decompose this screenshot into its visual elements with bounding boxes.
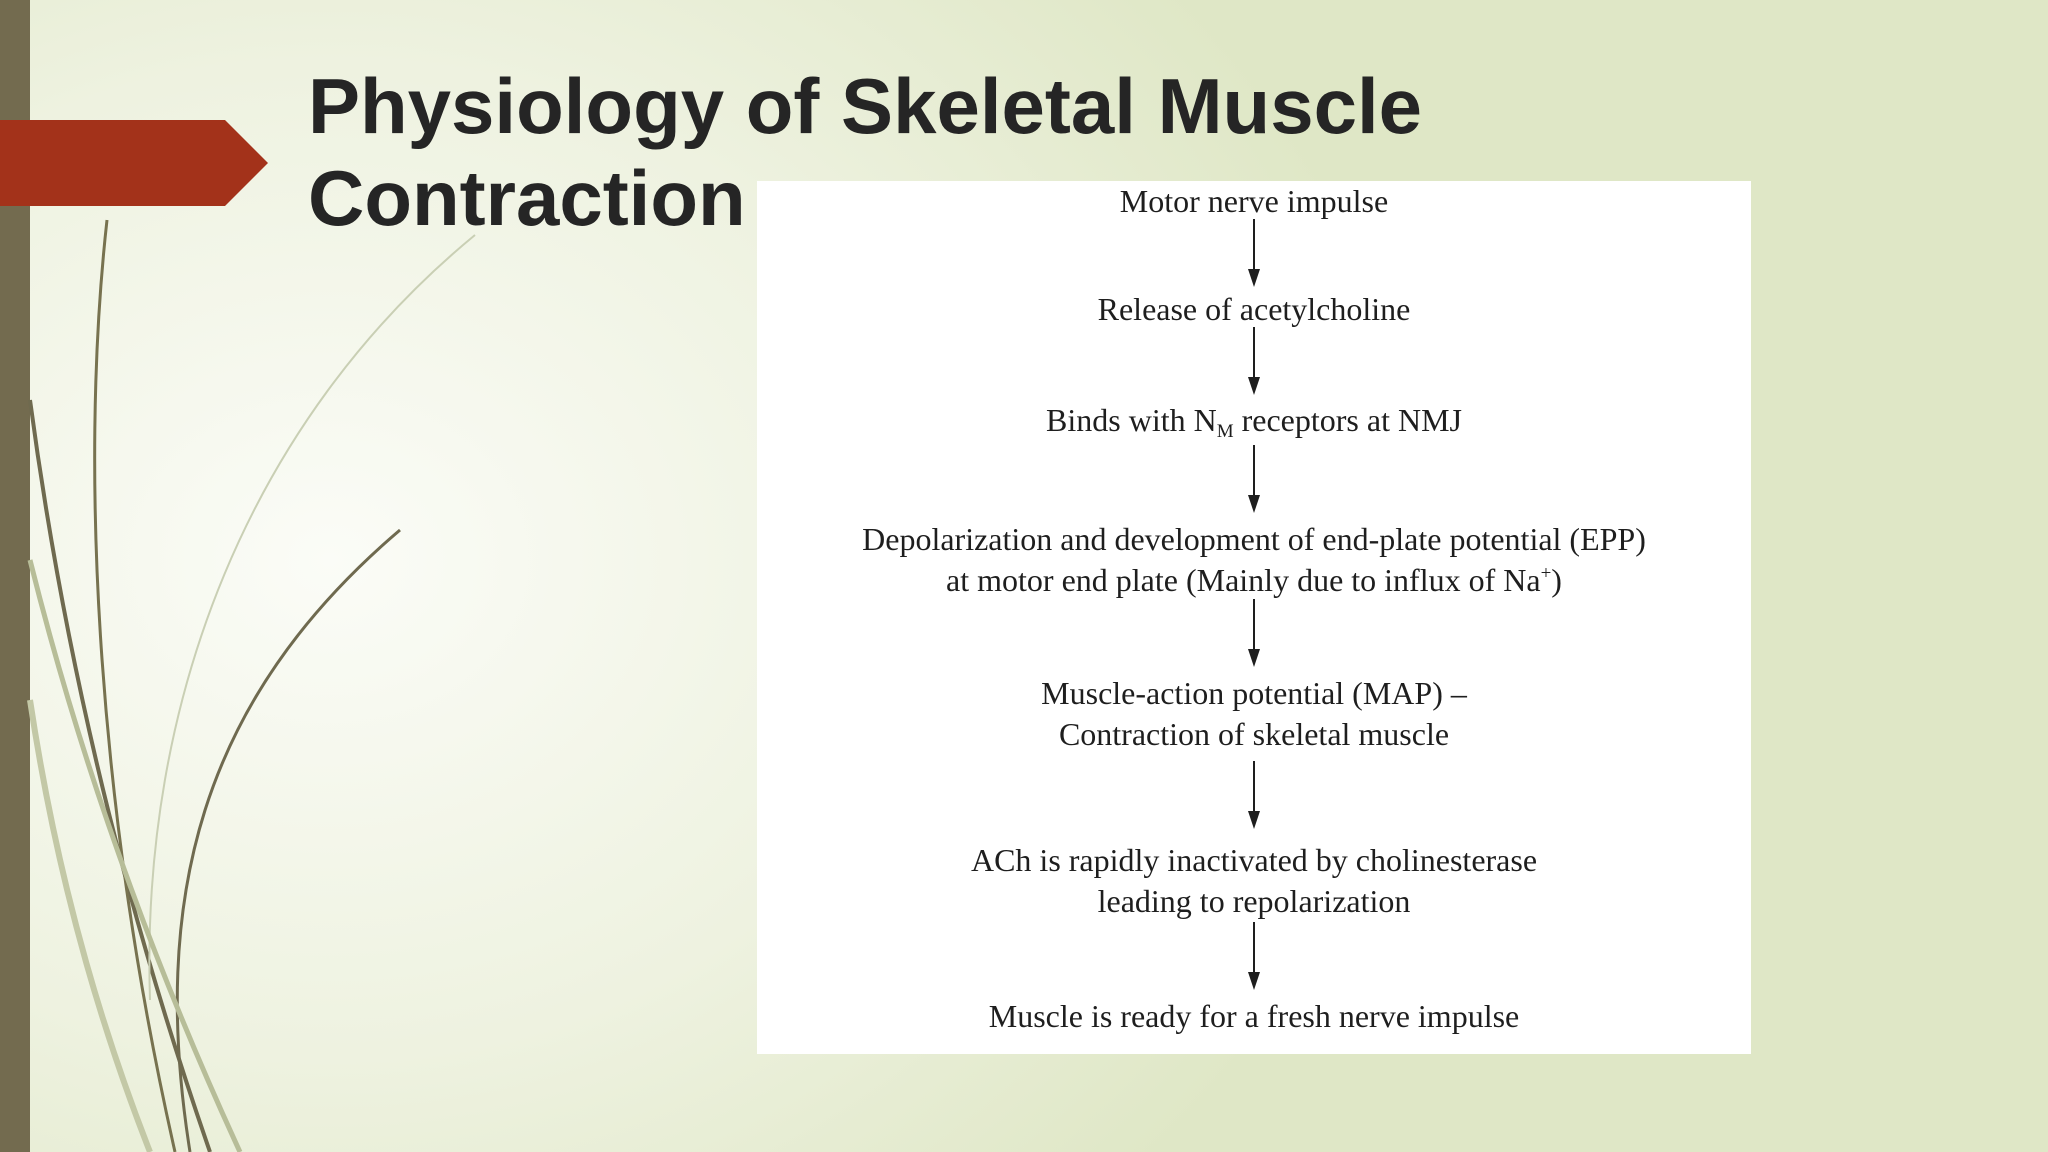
step-line <box>757 560 1751 601</box>
flow-arrow-icon <box>1244 761 1264 829</box>
flow-arrow-icon <box>1244 445 1264 513</box>
flow-step-depolarization-epp <box>757 519 1751 601</box>
flow-arrow-icon <box>1244 922 1264 990</box>
flow-step-muscle-ready: Muscle is ready for a fresh nerve impulse <box>988 998 1520 1034</box>
flowchart-panel <box>757 181 1751 1054</box>
step-superscript: + <box>1540 563 1552 584</box>
flow-step-binds-nm-receptors <box>757 400 1751 441</box>
step-line: leading to repolarization <box>1097 883 1411 919</box>
flow-step-motor-nerve-impulse: Motor nerve impulse <box>1119 183 1389 219</box>
flow-step-release-acetylcholine: Release of acetylcholine <box>1097 291 1411 327</box>
flow-arrow-icon <box>1244 327 1264 395</box>
step-text: ) <box>1551 562 1562 598</box>
flow-arrow-icon <box>1244 219 1264 287</box>
step-line: Depolarization and development of end-plate potential (EPP) <box>862 521 1646 557</box>
step-text: receptors at NMJ <box>1233 402 1462 438</box>
step-subscript: M <box>1216 421 1234 442</box>
step-text: Binds with N <box>1046 402 1217 438</box>
flow-step-muscle-action-potential <box>757 673 1751 755</box>
step-text: at motor end plate (Mainly due to influx of Na <box>946 562 1541 598</box>
page-title: Physiology of Skeletal Muscle Contraction <box>308 62 1423 242</box>
flow-step-ach-inactivated <box>757 840 1751 922</box>
title-arrow-tab <box>0 120 268 206</box>
step-line: ACh is rapidly inactivated by cholinesterase <box>970 842 1538 878</box>
flow-arrow-icon <box>1244 599 1264 667</box>
step-line: Contraction of skeletal muscle <box>1058 716 1450 752</box>
step-line: Muscle-action potential (MAP) – <box>1041 675 1467 711</box>
